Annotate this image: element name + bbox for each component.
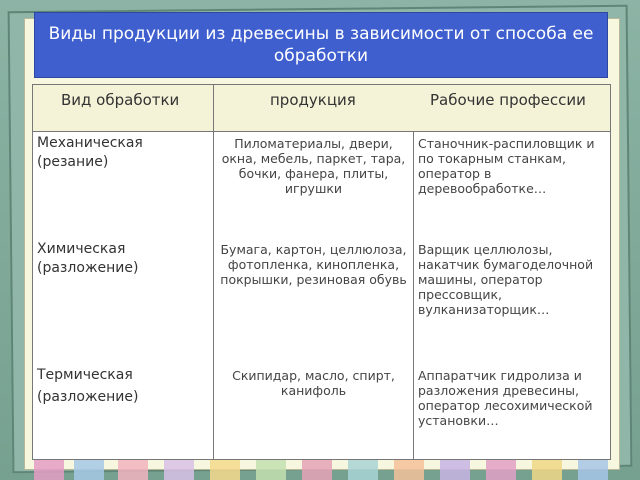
row-thermal-products: Скипидар, масло, спирт, канифоль — [232, 368, 395, 398]
products-column — [214, 132, 414, 460]
header-processing: Вид обработки — [33, 85, 214, 132]
row-thermal-type: Термическая (разложение) — [37, 367, 139, 405]
row-chemical-products: Бумага, картон, целлюлоза, фотопленка, кинопленка, покрышки, резиновая обувь — [220, 242, 407, 287]
table-header-row — [33, 85, 611, 132]
table-body-row — [33, 132, 611, 460]
slide-title: Виды продукции из древесины в зависимости от способа ее обработки — [48, 24, 594, 66]
row-thermal-professions: Аппаратчик гидролиза и разложения древесины, оператор лесохимической установки… — [418, 368, 593, 428]
row-chemical-type: Химическая (разложение) — [37, 241, 139, 276]
processing-column — [33, 132, 214, 460]
row-mechanical-type: Механическая (резание) — [37, 135, 143, 170]
header-products: продукция — [270, 91, 356, 109]
row-mechanical-professions: Станочник-распиловщик и по токарным станкам, оператор в деревообработке… — [418, 136, 595, 196]
slide-title-banner — [34, 12, 608, 78]
professions-column — [414, 132, 611, 460]
row-chemical-professions: Варщик целлюлозы, накатчик бумагоделочной машины, оператор прессовщик, вулканизаторщик… — [418, 242, 594, 317]
row-mechanical-products: Пиломатериалы, двери, окна, мебель, паркет, тара, бочки, фанера, плиты, игрушки — [221, 136, 406, 196]
processing-table — [32, 84, 611, 460]
header-professions: Рабочие профессии — [430, 91, 586, 109]
header-products-professions — [214, 85, 611, 132]
